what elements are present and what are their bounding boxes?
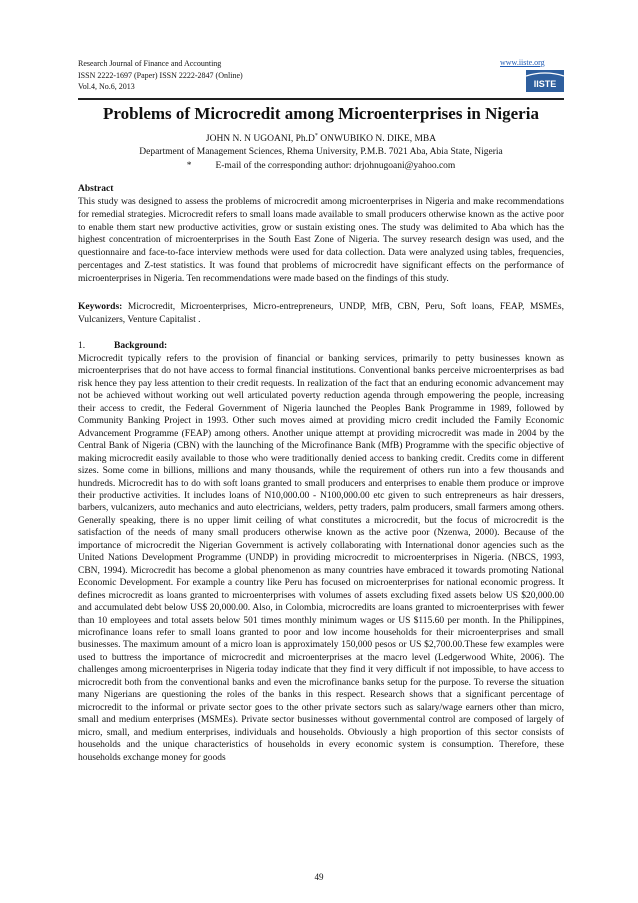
journal-name: Research Journal of Finance and Accounting — [78, 59, 222, 68]
keywords-list: Microcredit, Microenterprises, Micro-entrepreneurs, UNDP, MfB, CBN, Peru, Soft loans, FEAP, MSMEs, Vulcanizers, Venture Capitalist . — [78, 302, 564, 325]
section-title: Background: — [114, 341, 168, 351]
section-body: Microcredit typically refers to the provision of financial or banking services, primarily to petty businesses known as microenterprises that do not have access to formal financial institutions. Conventional banks perceive microenterprises as bad risk hence they pay less attention to their credit requests. In realization of the fact that an enduring economic advancement may not be achieved without working out well articulated poverty reduction agenda through empowering the people, increasing their access to credit, the Federal Government of Nigeria launched the Peoples Bank Programme in 1989, followed by Community Banking Project in 1993. Other such moves aimed at providing micro credit included the Family Economic Advancement Programme (FEAP) among others. Another unique attempt at providing microcredit was made in 2004 by the Central Bank of Nigeria (CBN) with the launching of the Microfinance Bank (MfB) Programme with the specific objective of making microcredit easily available to those who were traditionally denied access to banking credit. Credits come in different sizes. Some come in billions, millions and many thousands, while the requirement of others run into a few thousands and hundreds. Microcredit has to do with soft loans granted to small producers and enterprises to enable them produce or improve their productive activities. It includes loans of N10,000.00 - N100,000.00 etc given to such entrepreneurs as hair dressers, barbers, vulcanizers, auto mechanics and auto electricians, welders, petty traders, palm producers, small farmers among others. Generally speaking, there is no upper limit ceiling of what constitutes a microcredit, but the focus of microcredit is the satisfaction of the needs of many small producers otherwise known as the active poor (Nzenwa, 2000). Because of the importance of microcredit the Nigerian Government is actively collaborating with International donor agencies such as the United Nations Development Programme (UNDP) in providing microcredit to microenterprises in Nigeria. (NBCS, 1993, CBN, 1994). Microcredit has become a global phenomenon as many countries have embraced it towards promoting National Economic Development. For example a country like Peru has focused on microenterprises for national economic progress. It defines microcredit as loans granted to microenterprises with volumes of assets excluding fixed assets below US $20,000.00 and accumulated debt below US$ 20,000.00. Also, in Colombia, microcredits are loans granted to microenterprises with fewer than 10 employees and total assets below 501 times monthly minimum wages or US $115.60 per month. In the Philippines, microfinance loans refer to small loans granted to poor and low income households for their microenterprises and small businesses. The maximum amount of a micro loan is approximately 150,000 pesos or US $2,700.00.These few examples were used to buttress the importance of microcredit and microenterprises at the macro level (Ledgerwood White, 2006). The challenges among microenterprises in Nigeria today indicate that they find it very difficult if not impossible, to have access to microcredit both from the conventional banks and even the microfinance banks setup for the purpose. To reverse the situation many Nigerians are questioning the roles of the banks in this respect. Research shows that a significant percentage of microcredit to the informal or private sector goes to the other private sectors such as salary/wage earners other than micro, small and medium enterprises (MSMEs). Private sector businesses without governmental control are composed of largely of micro, small, and medium enterprises, individuals and households. Obviously a high proportion of this sector consists of households and the unique characteristics of households in every economic system is consumption. Therefore, these households exchange money for goods — [78, 354, 564, 763]
journal-volume: Vol.4, No.6, 2013 — [78, 82, 135, 91]
keywords — [78, 301, 564, 327]
keywords-label: Keywords: — [78, 302, 123, 312]
paper-title: Problems of Microcredit among Microenterprises in Nigeria — [103, 104, 539, 123]
affiliation: Department of Management Sciences, Rhema University, P.M.B. 7021 Aba, Abia State, Nigeria — [139, 147, 503, 157]
corresponding-email: E-mail of the corresponding author: drjohnugoani@yahoo.com — [215, 161, 456, 171]
header-divider — [78, 98, 564, 100]
section-heading — [78, 341, 167, 351]
email-marker: * — [186, 161, 192, 171]
corresponding-marker: * — [314, 133, 318, 139]
abstract-heading: Abstract — [78, 184, 114, 194]
abstract-text: This study was designed to assess the problems of microcredit among microenterprises in Nigeria and make recommendations for remedial strategies. Microcredit refers to small loans made available to small producers otherwise known as the active poor to enable them start new productive activities, grow or sustain existing ones. The study was delimited to Aba which has the highest concentration of microenterprises in the South East Zone of Nigeria. The survey research design was used, and the questionnaire and face-to-face interview methods were used for data collection. Data were analyzed using tables, frequencies, percentages and Z-test statistics. It was found that problems of microcredit have significant effects on the performance of microenterprises in Nigeria. Ten recommendations were made based on the findings of this study. — [78, 197, 564, 284]
iiste-logo — [526, 70, 564, 92]
email-line — [78, 161, 564, 171]
logo-text: IISTE — [533, 79, 557, 89]
journal-url-link[interactable]: www.iiste.org — [500, 58, 545, 67]
journal-header — [78, 58, 378, 93]
author-1: JOHN N. N UGOANI, Ph.D — [205, 134, 315, 145]
authors-line — [78, 133, 564, 144]
author-2: ONWUBIKO N. DIKE, MBA — [317, 134, 437, 145]
page-number: 49 — [314, 872, 324, 882]
journal-issn: ISSN 2222-1697 (Paper) ISSN 2222-2847 (Online) — [78, 70, 243, 80]
section-number: 1. — [78, 341, 86, 351]
